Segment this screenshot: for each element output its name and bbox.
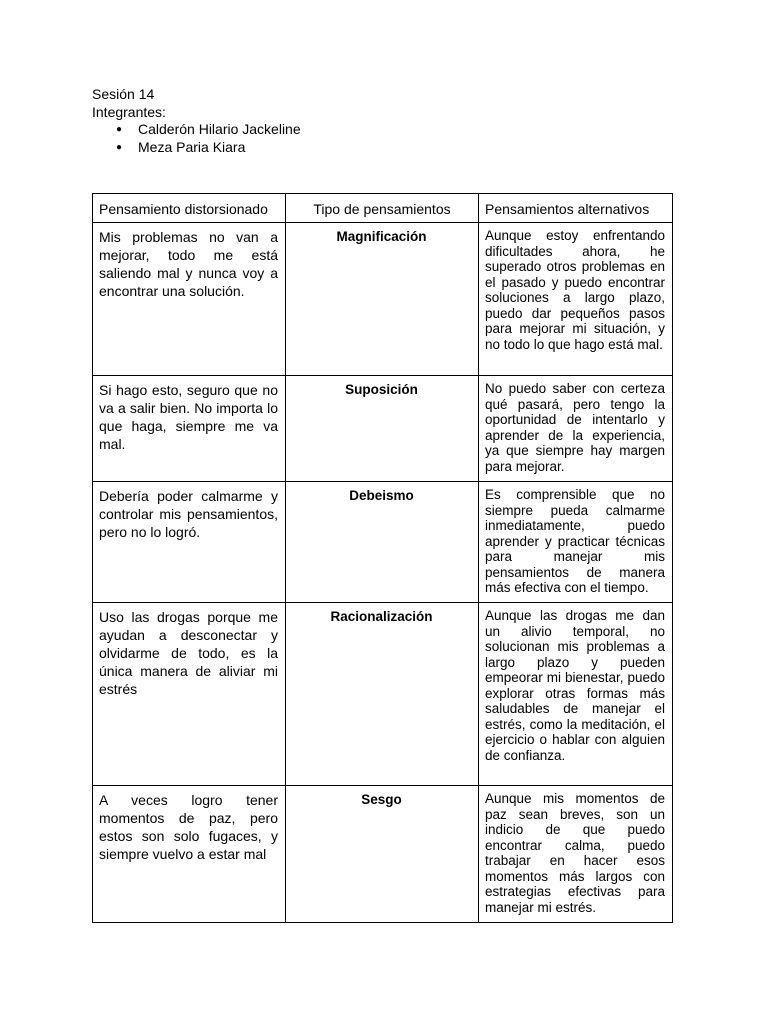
table-row bbox=[93, 603, 673, 786]
distorted-thought-cell: Uso las drogas porque me ayudan a desconectar y olvidarme de todo, es la única manera de aliviar mi estrés bbox=[93, 603, 286, 786]
table-row bbox=[93, 376, 673, 482]
distorted-thought-cell: Mis problemas no van a mejorar, todo me está saliendo mal y nunca voy a encontrar una solución. bbox=[93, 223, 286, 376]
alternative-thought-cell: Aunque estoy enfrentando dificultades ahora, he superado otros problemas en el pasado y puedo encontrar soluciones a largo plazo, puedo dar pequeños pasos para mejorar mi situación, y no todo lo que hago está mal. bbox=[479, 223, 673, 376]
session-title: Sesión 14 bbox=[92, 86, 155, 102]
member-item bbox=[92, 121, 301, 139]
column-header-type: Tipo de pensamientos bbox=[286, 194, 479, 223]
thought-type-cell: Debeismo bbox=[286, 482, 479, 603]
members-label: Integrantes: bbox=[92, 103, 166, 120]
table-row bbox=[93, 223, 673, 376]
thought-type-cell: Suposición bbox=[286, 376, 479, 482]
alternative-thought-cell: Aunque las drogas me dan un alivio temporal, no solucionan mis problemas a largo plazo y pueden empeorar mi bienestar, puedo explorar otras formas más saludables de manejar el estrés, como la meditación, el ejercicio o hablar con alguien de confianza. bbox=[479, 603, 673, 786]
thought-type-cell: Racionalización bbox=[286, 603, 479, 786]
alternative-thought-cell: Es comprensible que no siempre pueda calmarme inmediatamente, puedo aprender y practicar técnicas para manejar mis pensamientos de manera más efectiva con el tiempo. bbox=[479, 482, 673, 603]
thought-type-cell: Magnificación bbox=[286, 223, 479, 376]
member-name: Calderón Hilario Jackeline bbox=[138, 121, 301, 137]
bullet-icon: ● bbox=[116, 124, 123, 135]
table-header-row bbox=[93, 194, 673, 223]
table-row bbox=[93, 786, 673, 923]
thought-type-cell: Sesgo bbox=[286, 786, 479, 923]
member-item bbox=[92, 139, 301, 157]
alternative-thought-cell: Aunque mis momentos de paz sean breves, son un indicio de que puedo encontrar calma, puedo trabajar en hacer esos momentos más largos con estrategias efectivas para manejar mi estrés. bbox=[479, 786, 673, 923]
table-row bbox=[93, 482, 673, 603]
bullet-icon: ● bbox=[116, 141, 123, 153]
distorted-thought-cell: A veces logro tener momentos de paz, pero estos son solo fugaces, y siempre vuelvo a estar mal bbox=[93, 786, 286, 923]
document-header bbox=[92, 86, 301, 156]
thoughts-table bbox=[92, 193, 673, 923]
column-header-distorted: Pensamiento distorsionado bbox=[93, 194, 286, 223]
distorted-thought-cell: Debería poder calmarme y controlar mis pensamientos, pero no lo logró. bbox=[93, 482, 286, 603]
member-name: Meza Paria Kiara bbox=[138, 138, 246, 155]
alternative-thought-cell: No puedo saber con certeza qué pasará, pero tengo la oportunidad de intentarlo y aprender de la experiencia, ya que siempre hay margen para mejorar. bbox=[479, 376, 673, 482]
members-list bbox=[92, 121, 301, 156]
column-header-alternative: Pensamientos alternativos bbox=[479, 194, 673, 223]
distorted-thought-cell: Si hago esto, seguro que no va a salir bien. No importa lo que haga, siempre me va mal. bbox=[93, 376, 286, 482]
